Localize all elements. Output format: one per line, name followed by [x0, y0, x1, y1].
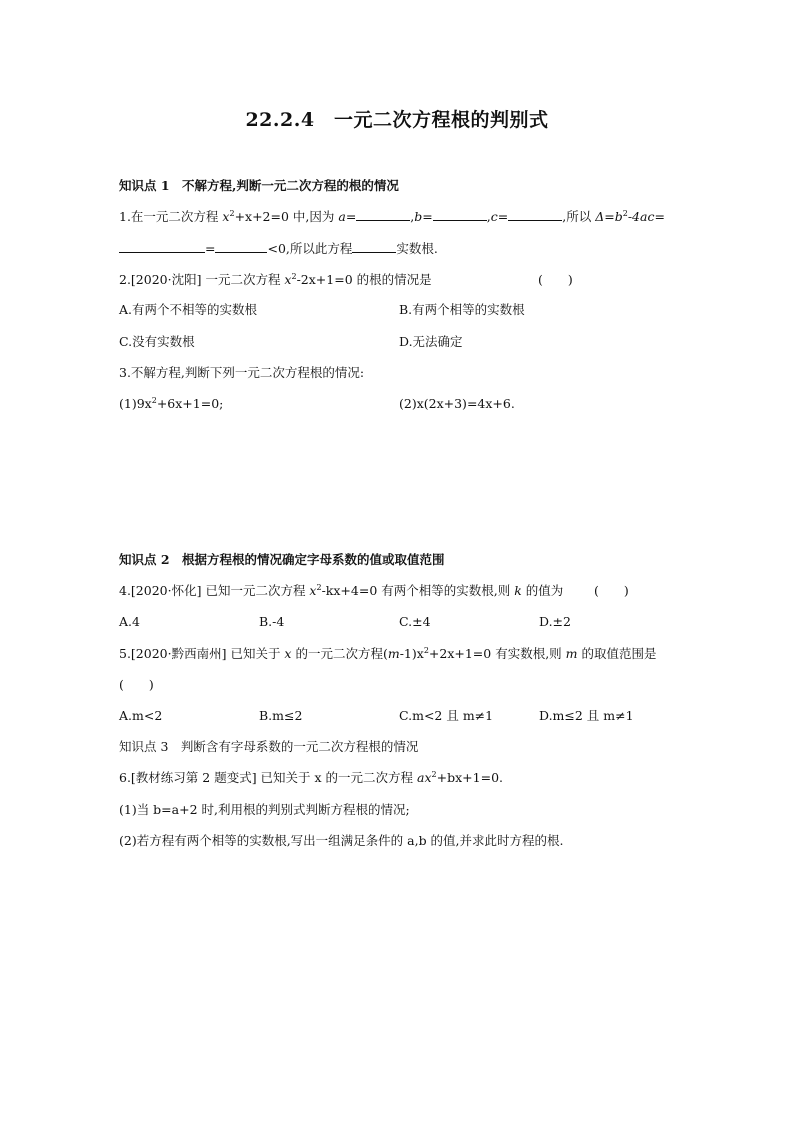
- q3-sup: 2: [151, 395, 157, 405]
- q1-a: a: [338, 209, 346, 224]
- q1-var: x: [222, 209, 230, 224]
- answer-paren[interactable]: ( ): [594, 583, 629, 598]
- q5-tail: 的取值范围是: [577, 646, 657, 661]
- q1-eq-sign: =: [205, 241, 216, 256]
- q5-option-a[interactable]: A.m<2: [119, 708, 163, 723]
- q2-rest: -2x+1=0 的根的情况是: [296, 272, 432, 287]
- q1-sup: 2: [622, 208, 628, 218]
- blank-b[interactable]: [433, 208, 487, 221]
- q6-stem: 6.[教材练习第 2 题变式] 已知关于 x 的一元二次方程: [119, 770, 418, 785]
- blank-c[interactable]: [508, 208, 562, 221]
- q1-comma: ,: [410, 209, 415, 224]
- blank-root-case[interactable]: [352, 240, 396, 253]
- q5-mid: 的一元二次方程(: [291, 646, 388, 661]
- question-1-line-1: [119, 208, 665, 225]
- q1-delta: Δ=b: [595, 209, 623, 224]
- q6-rest: +bx+1=0.: [436, 770, 503, 785]
- blank-a[interactable]: [356, 208, 410, 221]
- q4-option-d[interactable]: D.±2: [539, 614, 571, 629]
- q4-rest: -kx+4=0 有两个相等的实数根,则: [321, 583, 515, 598]
- q1-text: <0,所以此方程: [267, 241, 353, 256]
- question-4: [119, 583, 563, 599]
- q5-sup: 2: [423, 645, 429, 655]
- q1-eq: +x+2=0 中,因为: [234, 209, 339, 224]
- question-3: 3.不解方程,判断下列一元二次方程根的情况:: [119, 365, 365, 380]
- q4-option-a[interactable]: A.4: [119, 614, 140, 629]
- q4-stem: 4.[2020·怀化] 已知一元二次方程: [119, 583, 310, 598]
- q4-k: k: [514, 583, 522, 598]
- q4-var: x: [309, 583, 317, 598]
- question-6-part-2: (2)若方程有两个相等的实数根,写出一组满足条件的 a,b 的值,并求此时方程的根.: [119, 833, 564, 848]
- q6-var: ax: [417, 770, 432, 785]
- q1-comma: ,: [486, 209, 491, 224]
- q4-sup: 2: [316, 582, 322, 592]
- q1-sup: 2: [229, 208, 235, 218]
- question-6: [119, 770, 503, 786]
- q3-p1: (1)9x: [119, 396, 152, 411]
- question-1-line-2: [119, 240, 438, 257]
- q6-sup: 2: [431, 769, 437, 779]
- q1-b: b: [414, 209, 423, 224]
- section-heading-1: 知识点 1 不解方程,判断一元二次方程的根的情况: [119, 178, 399, 193]
- q2-option-a[interactable]: A.有两个不相等的实数根: [119, 302, 258, 317]
- q2-option-b[interactable]: B.有两个相等的实数根: [399, 302, 525, 317]
- blank-delta-expr[interactable]: [119, 240, 205, 253]
- q4-tail: 的值为: [521, 583, 564, 598]
- q5-rest: +2x+1=0 有实数根,则: [428, 646, 566, 661]
- q1-text: 1.在一元二次方程: [119, 209, 223, 224]
- q1-eq-sign: =: [345, 209, 357, 224]
- answer-paren[interactable]: ( ): [119, 677, 154, 692]
- q4-option-b[interactable]: B.-4: [259, 614, 285, 629]
- q2-sup: 2: [291, 271, 297, 281]
- q2-option-d[interactable]: D.无法确定: [399, 334, 463, 349]
- q4-option-c[interactable]: C.±4: [399, 614, 431, 629]
- question-6-part-1: (1)当 b=a+2 时,利用根的判别式判断方程根的情况;: [119, 802, 410, 817]
- q5-option-b[interactable]: B.m≤2: [259, 708, 303, 723]
- q5-option-c[interactable]: C.m<2 且 m≠1: [399, 708, 494, 723]
- blank-delta-value[interactable]: [215, 240, 267, 253]
- q5-m: m: [387, 646, 400, 661]
- q5-stem: 5.[2020·黔西南州] 已知关于: [119, 646, 285, 661]
- q5-mid2: -1)x: [399, 646, 424, 661]
- page-title: 22.2.4 一元二次方程根的判别式: [245, 109, 549, 131]
- question-3-part-1: [119, 396, 223, 412]
- question-3-part-2: (2)x(2x+3)=4x+6.: [399, 396, 515, 411]
- question-2: [119, 272, 432, 288]
- q5-m2: m: [565, 646, 578, 661]
- section-heading-3: 知识点 3 判断含有字母系数的一元二次方程根的情况: [119, 739, 419, 754]
- q1-c: c: [490, 209, 498, 224]
- question-5: [119, 646, 657, 662]
- q2-stem: 2.[2020·沈阳] 一元二次方程: [119, 272, 285, 287]
- section-heading-2: 知识点 2 根据方程根的情况确定字母系数的值或取值范围: [119, 552, 445, 567]
- q1-text: ,所以: [562, 209, 596, 224]
- q3-p1-rest: +6x+1=0;: [156, 396, 224, 411]
- q1-delta-rest: -4ac=: [627, 209, 665, 224]
- q5-var: x: [284, 646, 292, 661]
- q2-option-c[interactable]: C.没有实数根: [119, 334, 195, 349]
- q5-option-d[interactable]: D.m≤2 且 m≠1: [539, 708, 634, 723]
- q1-eq-sign: =: [422, 209, 433, 224]
- q2-var: x: [284, 272, 292, 287]
- q1-text: 实数根.: [396, 241, 438, 256]
- q1-eq-sign: =: [497, 209, 509, 224]
- answer-paren[interactable]: ( ): [538, 272, 573, 287]
